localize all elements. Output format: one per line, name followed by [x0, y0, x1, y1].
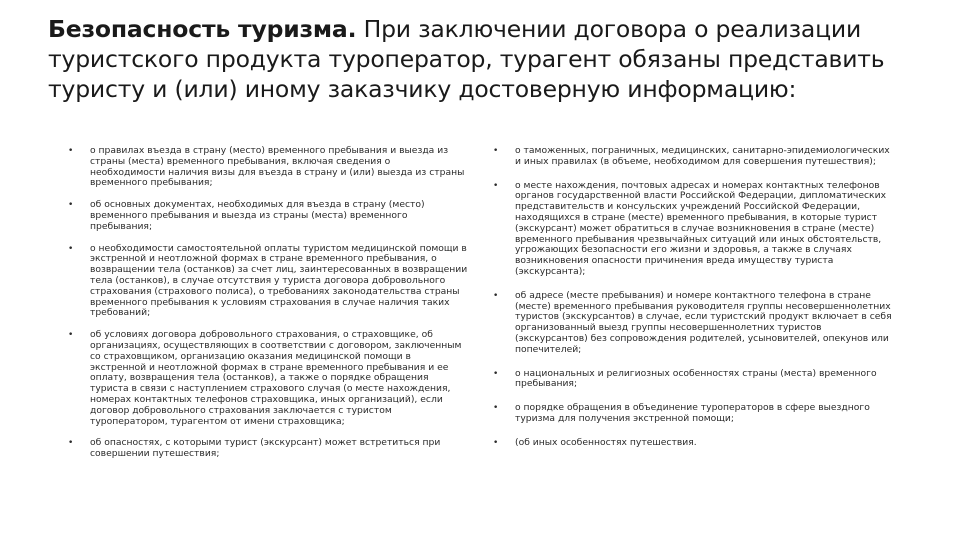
bullet-icon: •	[68, 146, 74, 156]
list-item	[493, 403, 893, 425]
left-column-list	[68, 146, 468, 470]
bullet-icon: •	[493, 368, 499, 379]
bullet-icon: •	[68, 200, 74, 211]
list-item-text: о правилах въезда в страну (место) временного пребывания и выезда из страны (места) временного пребывания, включая сведения о необходимости наличия визы для въезда в страну и (или) выезда из страны временного пребывания;	[90, 145, 465, 189]
list-item-text: о таможенных, пограничных, медицинских, санитарно-эпидемиологических и иных правилах (в объеме, необходимом для совершения путешествия);	[515, 145, 890, 167]
list-item-text: об адресе (месте пребывания) и номере контактного телефона в стране (месте) временного пребывания руководителя группы несовершеннолетних туристов (экскурсантов) в случае, если туристский продукт включает в себя организованный выезд группы несовершеннолетних туристов (экскурсантов) без сопровождения родителей, усыновителей, опекунов или попечителей;	[515, 289, 892, 355]
list-item-text: о необходимости самостоятельной оплаты туристом медицинской помощи в экстренной и неотложной формах в стране временного пребывания, о возвращении тела (останков) за счет лиц, заинтересованных в возвращении тела (останков), в случае отсутствия у туриста договора добровольного страхования (страхового полиса), о требованиях законодательства страны временного пребывания к условиям страхования в случае наличия таких требований;	[90, 242, 468, 319]
bullet-icon: •	[68, 438, 74, 449]
right-column-list	[493, 146, 893, 459]
bullet-icon: •	[493, 146, 499, 156]
slide-title	[48, 14, 928, 104]
list-item-text: об опасностях, с которыми турист (экскурсант) может встретиться при совершении путешествия;	[90, 437, 441, 460]
list-item	[68, 200, 468, 232]
list-item	[68, 438, 468, 460]
bullet-icon: •	[68, 243, 74, 254]
list-item	[68, 244, 468, 320]
bullet-icon: •	[68, 330, 74, 341]
bullet-icon: •	[493, 437, 499, 448]
bullet-icon: •	[493, 180, 499, 191]
list-item	[68, 330, 468, 427]
list-item-text: о порядке обращения в объединение туроператоров в сфере выездного туризма для получения экстренной помощи;	[515, 402, 870, 424]
bullet-icon: •	[493, 403, 499, 414]
list-item-text: о месте нахождения, почтовых адресах и номерах контактных телефонов органов государственной власти Российской Федерации, дипломатических представительств и консульских учреждений Российской Федерации, находящихся в стране (месте) временного пребывания, в которые турист (экскурсант) может обратиться в случае возникновения в стране (месте) временного пребывания чрезвычайных ситуаций или иных обстоятельств, угрожающих безопасности его жизни и здоровья, а также в случаях возникновения опасности причинения вреда имуществу туриста (экскурсанта);	[515, 179, 887, 277]
list-item	[493, 438, 893, 449]
list-item-text: об условиях договора добровольного страхования, о страховщике, об организациях, осуществляющих в соответствии с договором, заключенным со страховщиком, организацию оказания медицинской помощи в экстренной и неотложной формах в стране временного пребывания и ее оплату, возвращения тела (останков), а также о порядке обращения туриста в связи с наступлением страхового случая (о месте нахождения, номерах контактных телефонов страховщика, иных организаций), если договор добровольного страхования заключается с туристом туроператором, турагентом от имени страховщика;	[90, 329, 462, 427]
list-item-text: об основных документах, необходимых для въезда в страну (место) временного пребывания и выезда из страны (места) временного пребывания;	[90, 199, 425, 232]
list-item	[493, 146, 893, 168]
title-rest-part: При заключении договора о реализации туристского продукта туроператор, турагент обязаны представить туристу и (или) иному заказчику достоверную информацию:	[48, 15, 885, 103]
list-item	[493, 291, 893, 356]
list-item	[493, 369, 893, 391]
list-item	[68, 146, 468, 189]
list-item-text: (об иных особенностях путешествия.	[515, 436, 697, 448]
title-bold-part: Безопасность туризма.	[48, 15, 357, 43]
list-item-text: о национальных и религиозных особенностях страны (места) временного пребывания;	[515, 367, 877, 390]
bullet-icon: •	[493, 290, 499, 301]
list-item	[493, 181, 893, 278]
